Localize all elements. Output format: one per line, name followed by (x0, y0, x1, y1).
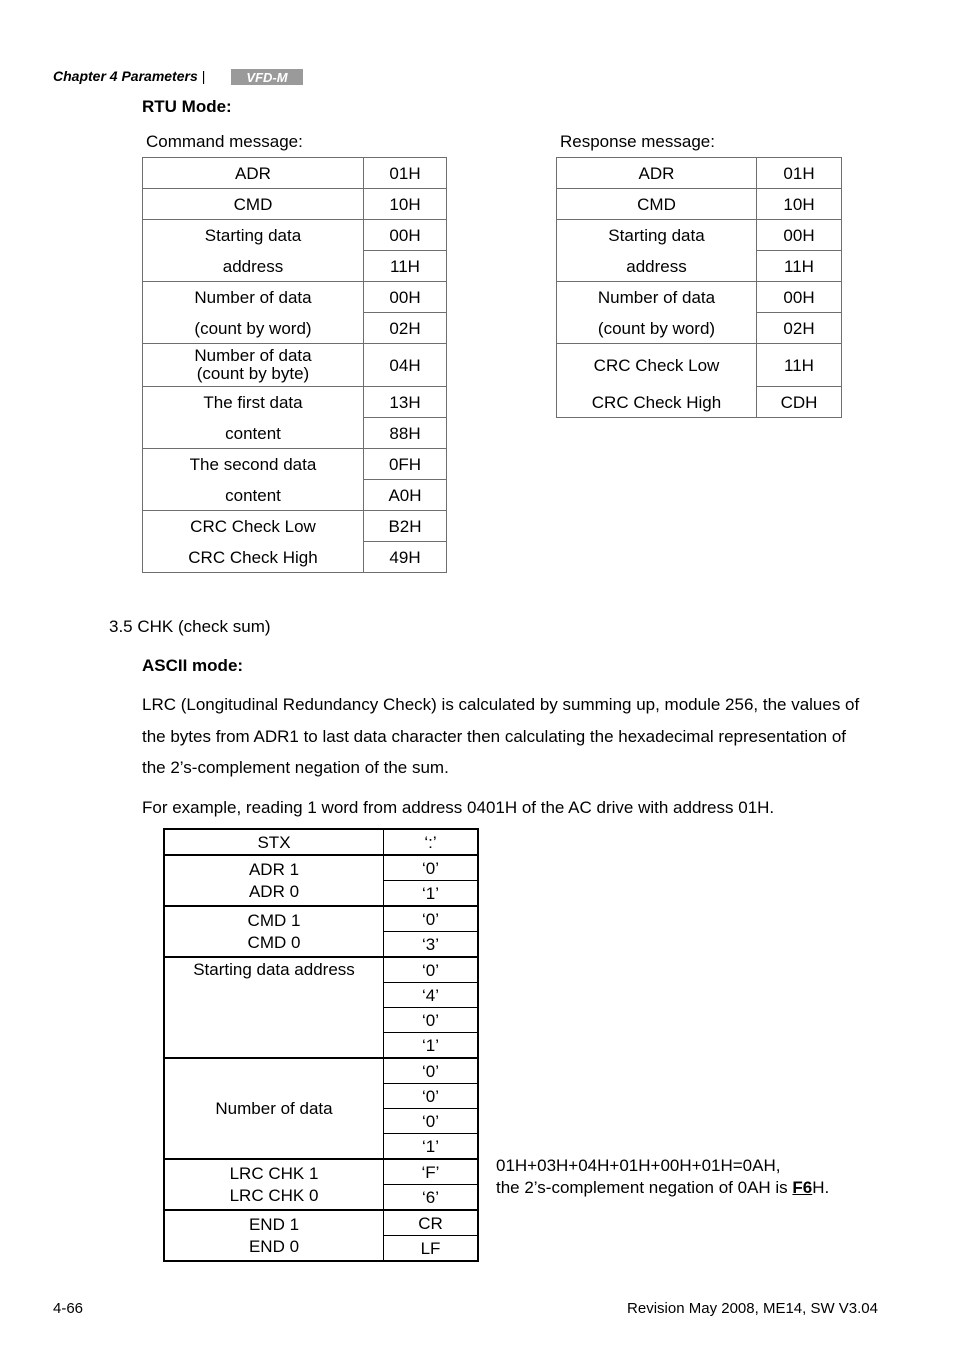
value-cell: 00H (757, 220, 842, 251)
response-message-table (556, 157, 842, 418)
chapter-header (53, 68, 205, 84)
value-cell: 01H (364, 158, 447, 189)
value-cell: 04H (364, 344, 447, 387)
table-row (143, 282, 447, 313)
table-row (143, 480, 447, 511)
ascii-mode-title: ASCII mode: (142, 656, 244, 675)
table-row (164, 1058, 478, 1084)
table-row (143, 418, 447, 449)
value-cell: 00H (364, 282, 447, 313)
value-cell: CDH (757, 387, 842, 418)
field-cell: ADR 1 ADR 0 (164, 855, 384, 906)
value-cell: 01H (757, 158, 842, 189)
table-row (143, 387, 447, 418)
value-cell: 11H (757, 251, 842, 282)
value-cell: CR (384, 1210, 479, 1236)
field-cell: Number of data (count by byte) (143, 344, 364, 387)
field-cell: Number of data (143, 282, 364, 313)
field-cell: Starting data (557, 220, 757, 251)
table-row (164, 1159, 478, 1185)
field-cell: CMD (143, 189, 364, 220)
field-cell: CRC Check Low (557, 344, 757, 387)
value-cell: 0FH (364, 449, 447, 480)
value-cell: 10H (364, 189, 447, 220)
value-cell: ‘0’ (384, 906, 479, 932)
value-cell: 11H (364, 251, 447, 282)
vfd-m-logo (231, 69, 303, 85)
calc-line-2 (496, 1177, 829, 1199)
calc-line-1: 01H+03H+04H+01H+00H+01H=0AH, (496, 1156, 781, 1175)
command-message-table (142, 157, 447, 573)
field-cell: CRC Check Low (143, 511, 364, 542)
header-separator: | (201, 68, 206, 84)
field-cell: ADR (557, 158, 757, 189)
example-text: For example, reading 1 word from address 0401H of the AC drive with address 01H. (142, 798, 775, 817)
field-cell: CRC Check High (557, 387, 757, 418)
calc-line-2-suffix: H. (812, 1178, 830, 1197)
table-row (143, 511, 447, 542)
value-cell: 10H (757, 189, 842, 220)
table-row (164, 1210, 478, 1236)
value-cell: ‘4’ (384, 983, 479, 1008)
lrc-description: LRC (Longitudinal Redundancy Check) is calculated by summing up, module 256, the values of the bytes from ADR1 to last data character then calculating the hexadecimal representation of the 2’s-complement negation of the sum. (142, 695, 860, 777)
table-row (557, 251, 842, 282)
logo-text: VFD-M (246, 70, 288, 85)
value-cell: ‘0’ (384, 1084, 479, 1109)
field-cell: ADR (143, 158, 364, 189)
calc-result-highlight: F6 (792, 1178, 813, 1197)
value-cell: 49H (364, 542, 447, 573)
field-cell: STX (164, 829, 384, 855)
value-cell: 02H (757, 313, 842, 344)
value-cell: ‘1’ (384, 1033, 479, 1059)
field-cell: Number of data (164, 1058, 384, 1159)
table-row (557, 313, 842, 344)
value-cell: 13H (364, 387, 447, 418)
field-cell: (count by word) (143, 313, 364, 344)
command-caption: Command message: (146, 132, 303, 151)
table-row (164, 829, 478, 855)
value-cell: ‘0’ (384, 855, 479, 881)
field-cell: The second data (143, 449, 364, 480)
table-row (143, 542, 447, 573)
value-cell: ‘0’ (384, 1058, 479, 1084)
table-row (143, 220, 447, 251)
table-row (557, 220, 842, 251)
table-row (164, 906, 478, 932)
table-row (143, 251, 447, 282)
value-cell: ‘0’ (384, 957, 479, 983)
chk-section-title: 3.5 CHK (check sum) (109, 617, 271, 636)
table-row (143, 449, 447, 480)
field-cell: CMD (557, 189, 757, 220)
lrc-calculation-note (496, 1155, 829, 1199)
table-row (143, 313, 447, 344)
table-row (557, 387, 842, 418)
field-cell: Starting data address (164, 957, 384, 1058)
value-cell: 88H (364, 418, 447, 449)
value-cell: ‘1’ (384, 1134, 479, 1160)
value-cell: ‘1’ (384, 881, 479, 907)
value-cell: B2H (364, 511, 447, 542)
value-cell: ‘:’ (384, 829, 479, 855)
page-number: 4-66 (53, 1300, 84, 1317)
value-cell: A0H (364, 480, 447, 511)
field-cell: Starting data (143, 220, 364, 251)
value-cell: 02H (364, 313, 447, 344)
table-row (557, 282, 842, 313)
field-cell: address (143, 251, 364, 282)
value-cell: ‘3’ (384, 932, 479, 958)
value-cell: ‘0’ (384, 1008, 479, 1033)
table-row (557, 344, 842, 387)
field-cell: END 1 END 0 (164, 1210, 384, 1261)
field-cell: Number of data (557, 282, 757, 313)
response-caption: Response message: (560, 132, 715, 151)
ascii-frame-table (163, 828, 479, 1262)
table-row (557, 189, 842, 220)
revision-info: Revision May 2008, ME14, SW V3.04 (627, 1300, 878, 1317)
value-cell: 11H (757, 344, 842, 387)
table-row (557, 158, 842, 189)
field-cell: content (143, 480, 364, 511)
field-cell: The first data (143, 387, 364, 418)
table-row (143, 189, 447, 220)
table-row (143, 344, 447, 387)
value-cell: 00H (757, 282, 842, 313)
value-cell: ‘6’ (384, 1185, 479, 1211)
value-cell: LF (384, 1236, 479, 1262)
table-row (164, 957, 478, 983)
table-row (143, 158, 447, 189)
field-cell: (count by word) (557, 313, 757, 344)
field-cell: address (557, 251, 757, 282)
field-cell: CRC Check High (143, 542, 364, 573)
value-cell: 00H (364, 220, 447, 251)
value-cell: ‘F’ (384, 1159, 479, 1185)
field-cell: content (143, 418, 364, 449)
field-cell: LRC CHK 1 LRC CHK 0 (164, 1159, 384, 1210)
chapter-title: Chapter 4 Parameters (53, 68, 198, 84)
calc-line-2-prefix: the 2’s-complement negation of 0AH is (496, 1178, 793, 1197)
rtu-mode-title: RTU Mode: (142, 97, 232, 116)
value-cell: ‘0’ (384, 1109, 479, 1134)
table-row (164, 855, 478, 881)
field-cell: CMD 1 CMD 0 (164, 906, 384, 957)
